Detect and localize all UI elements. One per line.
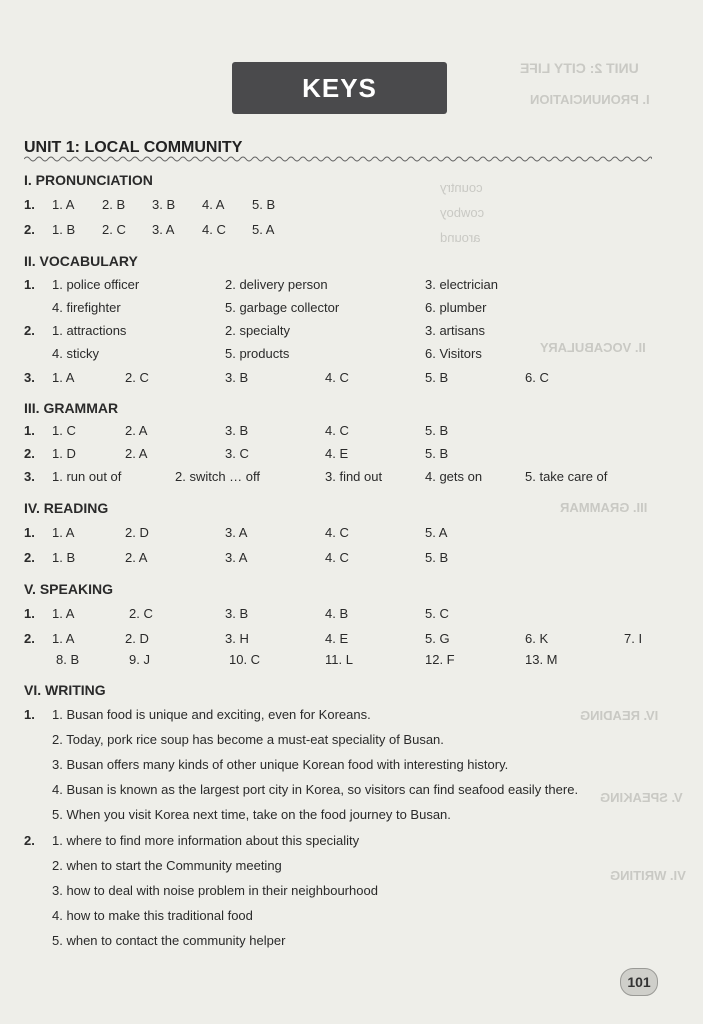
writing-answer: 3. Busan offers many kinds of other unique Korean food with interesting history. [52, 757, 509, 772]
answer: 6. plumber [425, 300, 487, 315]
row-number: 3. [24, 469, 35, 484]
answer: 6. K [525, 631, 549, 646]
section-pronunciation: I. PRONUNCIATION [24, 172, 153, 188]
row-number: 2. [24, 550, 35, 565]
answer: 5. A [425, 525, 448, 540]
answer: 5. B [425, 446, 449, 461]
row-number: 1. [24, 606, 35, 621]
answer: 7. I [624, 631, 643, 646]
page-number: 101 [620, 968, 658, 996]
answer: 3. A [225, 525, 248, 540]
answer: 2. D [125, 631, 149, 646]
section-grammar: III. GRAMMAR [24, 400, 119, 416]
answer: 4. C [325, 550, 349, 565]
answer: 1. attractions [52, 323, 127, 338]
answer: 2. D [125, 525, 149, 540]
answer: 2. C [102, 222, 126, 237]
answer: 12. F [425, 652, 455, 667]
answer: 1. D [52, 446, 76, 461]
answer: 13. M [525, 652, 558, 667]
answer: 4. A [202, 197, 225, 212]
row-number: 1. [24, 707, 35, 722]
writing-answer: 5. when to contact the community helper [52, 933, 286, 948]
row-number: 1. [24, 525, 35, 540]
answer: 4. sticky [52, 346, 99, 361]
answer: 3. B [225, 370, 249, 385]
answer: 6. Visitors [425, 346, 482, 361]
row-number: 3. [24, 370, 35, 385]
answer: 3. A [152, 222, 175, 237]
writing-answer: 1. Busan food is unique and exciting, even for Koreans. [52, 707, 371, 722]
answer: 2. C [129, 606, 153, 621]
answer: 6. C [525, 370, 549, 385]
answer: 2. B [102, 197, 126, 212]
answer: 3. electrician [425, 277, 498, 292]
answer: 5. B [425, 550, 449, 565]
answer: 4. gets on [425, 469, 483, 484]
answer: 4. firefighter [52, 300, 121, 315]
answer: 1. B [52, 222, 76, 237]
answer: 3. B [225, 423, 249, 438]
writing-answer: 5. When you visit Korea next time, take on the food journey to Busan. [52, 807, 451, 822]
answer: 2. specialty [225, 323, 291, 338]
answer: 11. L [325, 652, 353, 667]
answer: 3. C [225, 446, 249, 461]
answer: 3. A [225, 550, 248, 565]
writing-answer: 2. when to start the Community meeting [52, 858, 282, 873]
writing-answer: 2. Today, pork rice soup has become a must-eat speciality of Busan. [52, 732, 444, 747]
answer: 4. E [325, 446, 349, 461]
writing-answer: 4. Busan is known as the largest port city in Korea, so visitors can find seafood easily there. [52, 782, 579, 797]
answer: 3. B [152, 197, 176, 212]
section-speaking: V. SPEAKING [24, 581, 113, 597]
answer: 4. B [325, 606, 349, 621]
answer: 3. H [225, 631, 249, 646]
answer: 3. artisans [425, 323, 485, 338]
row-number: 1. [24, 423, 35, 438]
row-number: 2. [24, 446, 35, 461]
answer: 3. find out [325, 469, 383, 484]
answer: 1. A [52, 606, 75, 621]
answer: 4. C [325, 370, 349, 385]
answer: 5. take care of [525, 469, 608, 484]
section-reading: IV. READING [24, 500, 109, 516]
writing-answer: 4. how to make this traditional food [52, 908, 253, 923]
wavy-divider [24, 155, 652, 163]
unit-title: UNIT 1: LOCAL COMMUNITY [24, 139, 243, 156]
answer: 2. delivery person [225, 277, 328, 292]
answer: 5. B [252, 197, 276, 212]
writing-answer: 3. how to deal with noise problem in their neighbourhood [52, 883, 378, 898]
answer: 8. B [56, 652, 80, 667]
answer: 9. J [129, 652, 150, 667]
answer: 1. A [52, 197, 75, 212]
row-number: 2. [24, 631, 35, 646]
answer: 1. B [52, 550, 76, 565]
answer: 3. B [225, 606, 249, 621]
row-number: 1. [24, 277, 35, 292]
answer: 1. run out of [52, 469, 122, 484]
answer: 2. A [125, 446, 148, 461]
answer: 2. C [125, 370, 149, 385]
answer: 1. police officer [52, 277, 140, 292]
row-number: 2. [24, 833, 35, 848]
answer: 4. E [325, 631, 349, 646]
answer: 5. B [425, 370, 449, 385]
answer: 2. switch … off [175, 469, 261, 484]
answer: 4. C [325, 525, 349, 540]
answer: 1. C [52, 423, 76, 438]
answer: 10. C [229, 652, 261, 667]
answer: 5. C [425, 606, 449, 621]
answer: 2. A [125, 423, 148, 438]
row-number: 2. [24, 323, 35, 338]
section-vocabulary: II. VOCABULARY [24, 253, 138, 269]
row-number: 2. [24, 222, 35, 237]
show-through-background: UNIT 2: CITY LIFE I. PRONUNCIATION country cowboy around II. VOCABULARY III. GRAMMAR IV. READING V. SPEAKING VI. WRITING [440, 60, 686, 883]
answer: 4. C [325, 423, 349, 438]
answer: 5. B [425, 423, 449, 438]
section-writing: VI. WRITING [24, 682, 106, 698]
answer: 5. A [252, 222, 275, 237]
answer: 1. A [52, 370, 75, 385]
answer: 5. products [225, 346, 290, 361]
writing-answer: 1. where to find more information about this speciality [52, 833, 360, 848]
answer: 2. A [125, 550, 148, 565]
answer: 1. A [52, 631, 75, 646]
answer: 4. C [202, 222, 226, 237]
row-number: 1. [24, 197, 35, 212]
answer: 1. A [52, 525, 75, 540]
keys-banner: KEYS [232, 62, 447, 114]
answer: 5. garbage collector [225, 300, 340, 315]
answer: 5. G [425, 631, 450, 646]
